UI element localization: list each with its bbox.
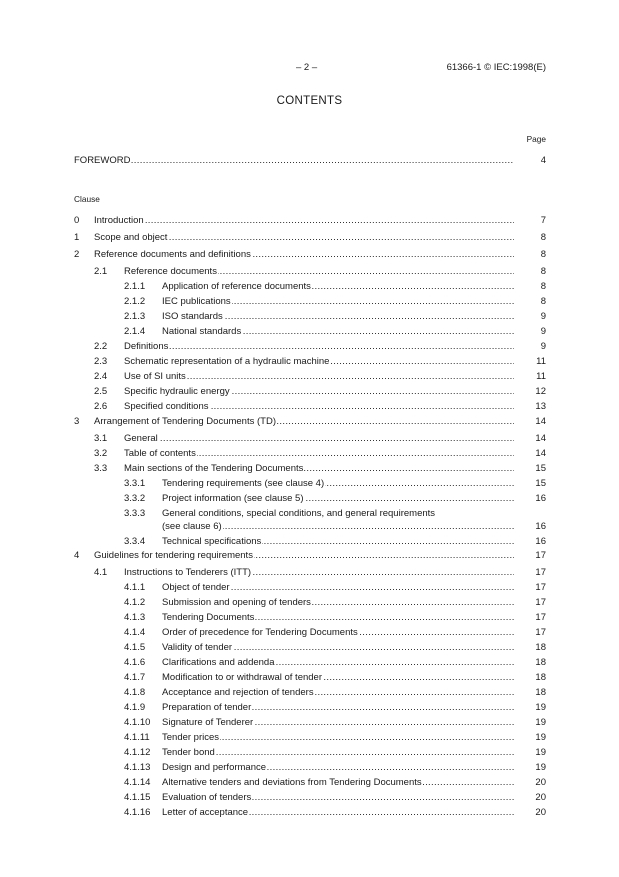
toc-entry[interactable] [74,610,546,625]
toc-entry-title: Letter of acceptance ..... [162,805,514,820]
toc-entry[interactable] [74,506,546,534]
page-column-label: Page [526,134,546,144]
toc-entry-number: 4.1.4 [124,627,146,638]
toc-entry-number: 4.1.12 [124,747,151,758]
toc-entry-page: 11 [536,371,546,382]
toc-entry[interactable] [74,715,546,730]
toc-entry-title: Guidelines for tendering requirements ..... [94,548,514,563]
page-title: CONTENTS [276,95,343,107]
toc-entry[interactable] [74,745,546,760]
toc-entry-number: 0 [74,215,80,226]
toc-entry-title: General ..... [124,431,514,446]
toc-entry[interactable] [74,384,546,399]
toc-entry[interactable] [74,399,546,414]
toc-entry-number: 3.3.1 [124,478,146,489]
toc-entry-page: 18 [535,687,546,698]
toc-entry[interactable] [74,279,546,294]
toc-entry-page: 9 [540,311,546,322]
toc-entry[interactable] [74,431,546,446]
toc-entry[interactable] [74,324,546,339]
toc-entry-title: Order of precedence for Tendering Documents ..... [162,625,514,640]
toc-entry-title: Scope and object ..... [94,230,514,245]
toc-entry-title: Clarifications and addenda ..... [162,655,514,670]
toc-entry-page: 17 [535,550,546,561]
toc-entry-number: 2.1.1 [124,281,146,292]
toc-entry-title: Tender bond ..... [162,745,514,760]
toc-entry-number: 2.1.2 [124,296,146,307]
toc-entry[interactable] [74,446,546,461]
toc-entry-number: 4.1.14 [124,777,151,788]
toc-entry-number: 3.2 [94,448,108,459]
toc-entry-foreword[interactable] [74,153,546,168]
toc-entry[interactable] [74,491,546,506]
toc-entry-number: 4.1.3 [124,612,146,623]
toc-entry[interactable] [74,339,546,354]
toc-entry-title: Instructions to Tenderers (ITT) ..... [124,565,514,580]
toc-entry-title: Tendering Documents ..... [162,610,514,625]
toc-entry-page: 17 [535,612,546,623]
toc-entry-page: 16 [535,521,546,532]
toc-entry-page: 19 [535,762,546,773]
toc-entry-page: 8 [540,232,546,243]
toc-entry[interactable] [74,213,546,228]
toc-entry-number: 4.1.13 [124,762,151,773]
toc-entry[interactable] [74,476,546,491]
toc-entry-number: 4.1.1 [124,582,146,593]
toc-entry-title: Reference documents ..... [124,264,514,279]
toc-entry-page: 15 [535,463,546,474]
toc-entry-title: Design and performance ..... [162,760,514,775]
toc-entry-number: 4.1.2 [124,597,146,608]
toc-entry-page: 14 [535,433,546,444]
toc-entry-number: 4.1.16 [124,807,151,818]
toc-entry-page: 18 [535,672,546,683]
toc-entry-title: Modification to or withdrawal of tender ..... [162,670,514,685]
toc-entry-number: 4.1.11 [124,732,150,743]
toc-entry-title: Preparation of tender ..... [162,700,514,715]
toc-entry-page: 8 [540,281,546,292]
toc-entry-number: 3 [74,416,80,427]
toc-entry-title: Arrangement of Tendering Documents (TD) ..... [94,414,514,429]
toc-entry-title: Tender prices ..... [162,730,514,745]
toc-entry-title: Introduction ..... [94,213,514,228]
toc-entry-page: 17 [535,627,546,638]
toc-entry-number: 3.3 [94,463,108,474]
toc-entry-title: Signature of Tenderer ..... [162,715,514,730]
toc-entry-title: National standards ..... [162,324,514,339]
toc-entry[interactable] [74,790,546,805]
toc-entry[interactable] [74,730,546,745]
toc-entry-page: 20 [535,807,546,818]
clause-label: Clause [74,194,100,204]
toc-entry-title: Table of contents ..... [124,446,514,461]
toc-entry-title: Reference documents and definitions ..... [94,247,514,262]
toc-entry-page: 8 [540,266,546,277]
toc-entry-page: 19 [535,702,546,713]
toc-entry-number: 2 [74,249,80,260]
toc-entry-number: 2.6 [94,401,108,412]
toc-entry-page: 18 [535,657,546,668]
toc-entry-number: 4.1.15 [124,792,151,803]
toc-entry-page: 17 [535,582,546,593]
toc-entry-page: 4 [540,155,546,166]
toc-entry-title: Specified conditions ..... [124,399,514,414]
toc-entry-title: Evaluation of tenders ..... [162,790,514,805]
toc-entry-number: 2.1.3 [124,311,146,322]
toc-entry-title: Specific hydraulic energy ..... [124,384,514,399]
toc-entry-title: Acceptance and rejection of tenders ..... [162,685,514,700]
toc-entry-number: 3.3.2 [124,493,146,504]
toc-entry-number: 4 [74,550,80,561]
toc-entry-number: 4.1.9 [124,702,146,713]
toc-entry-number: 3.3.4 [124,536,146,547]
toc-entry[interactable] [74,670,546,685]
toc-entry-title: Submission and opening of tenders ..... [162,595,514,610]
toc-entry-number: 2.1.4 [124,326,146,337]
toc-entry[interactable] [74,548,546,563]
toc-entry-title: Object of tender ..... [162,580,514,595]
toc-entry-title: Validity of tender ..... [162,640,514,655]
toc-entry-page: 19 [535,717,546,728]
toc-entry-number: 4.1.8 [124,687,146,698]
toc-entry[interactable] [74,775,546,790]
toc-entry-title: Project information (see clause 5) ..... [162,491,514,506]
toc-entry-page: 20 [535,792,546,803]
toc-entry-page: 20 [535,777,546,788]
toc-entry[interactable] [74,580,546,595]
toc-entry-page: 15 [535,478,546,489]
toc-entry-page: 16 [535,536,546,547]
toc-entry-number: 2.5 [94,386,108,397]
toc-entry-title: ISO standards ..... [162,309,514,324]
document-reference: 61366-1 © IEC:1998(E) [446,62,546,73]
toc-entry-number: 1 [74,232,80,243]
toc-entry[interactable] [74,309,546,324]
toc-entry[interactable] [74,354,546,369]
toc-entry-number: 4.1.5 [124,642,146,653]
toc-entry[interactable] [74,655,546,670]
toc-entry-page: 13 [535,401,546,412]
toc-entry[interactable] [74,805,546,820]
toc-entry-page: 17 [535,597,546,608]
toc-entry[interactable] [74,565,546,580]
toc-entry[interactable] [74,414,546,429]
toc-entry-page: 7 [540,215,546,226]
toc-entry[interactable] [74,230,546,245]
toc-entry-title: FOREWORD ..... [74,153,514,168]
toc-entry-page: 14 [535,416,546,427]
toc-entry-page: 14 [535,448,546,459]
page-number: – 2 – [296,62,318,73]
toc-entry[interactable] [74,264,546,279]
toc-entry-number: 3.3.3 [124,508,146,519]
toc-entry-page: 8 [540,249,546,260]
toc-entry[interactable] [74,294,546,309]
toc-entry-title: General conditions, special conditions, and general requirements (see clause 6) ..... [162,506,514,534]
toc-entry[interactable] [74,640,546,655]
toc-entry-page: 18 [535,642,546,653]
toc-entry-title: Definitions ..... [124,339,514,354]
toc-entry[interactable] [74,700,546,715]
toc-entry[interactable] [74,760,546,775]
toc-entry-number: 2.2 [94,341,108,352]
toc-entry-number: 4.1 [94,567,108,578]
toc-entry-number: 2.4 [94,371,108,382]
toc-entry-title: Use of SI units ..... [124,369,514,384]
toc-entry-page: 17 [535,567,546,578]
toc-entry-page: 16 [535,493,546,504]
toc-entry-number: 4.1.6 [124,657,146,668]
toc-entry-title: Application of reference documents ..... [162,279,514,294]
toc-entry-page: 12 [535,386,546,397]
toc-entry[interactable] [74,369,546,384]
toc-entry-title: Tendering requirements (see clause 4) ..... [162,476,514,491]
toc-entry[interactable] [74,461,546,476]
toc-entry-number: 3.1 [94,433,108,444]
toc-entry-page: 8 [540,296,546,307]
toc-entry-title: Alternative tenders and deviations from Tendering Documents ..... [162,775,514,790]
toc-entry-page: 9 [540,341,546,352]
toc-entry[interactable] [74,685,546,700]
toc-entry-page: 11 [536,356,546,367]
toc-entry-title: IEC publications ..... [162,294,514,309]
toc-entry-number: 2.3 [94,356,108,367]
toc-entry-number: 4.1.10 [124,717,151,728]
toc-entry-title: Main sections of the Tendering Documents ..... [124,461,514,476]
toc-entry[interactable] [74,625,546,640]
toc-entry-number: 4.1.7 [124,672,146,683]
toc-entry-page: 9 [540,326,546,337]
toc-entry-number: 2.1 [94,266,108,277]
toc-entry-page: 19 [535,732,546,743]
toc-entry-page: 19 [535,747,546,758]
toc-entry-title: Technical specifications ..... [162,534,514,549]
toc-entry[interactable] [74,534,546,549]
toc-entry[interactable] [74,247,546,262]
toc-entry-title: Schematic representation of a hydraulic machine ..... [124,354,514,369]
toc-entry[interactable] [74,595,546,610]
